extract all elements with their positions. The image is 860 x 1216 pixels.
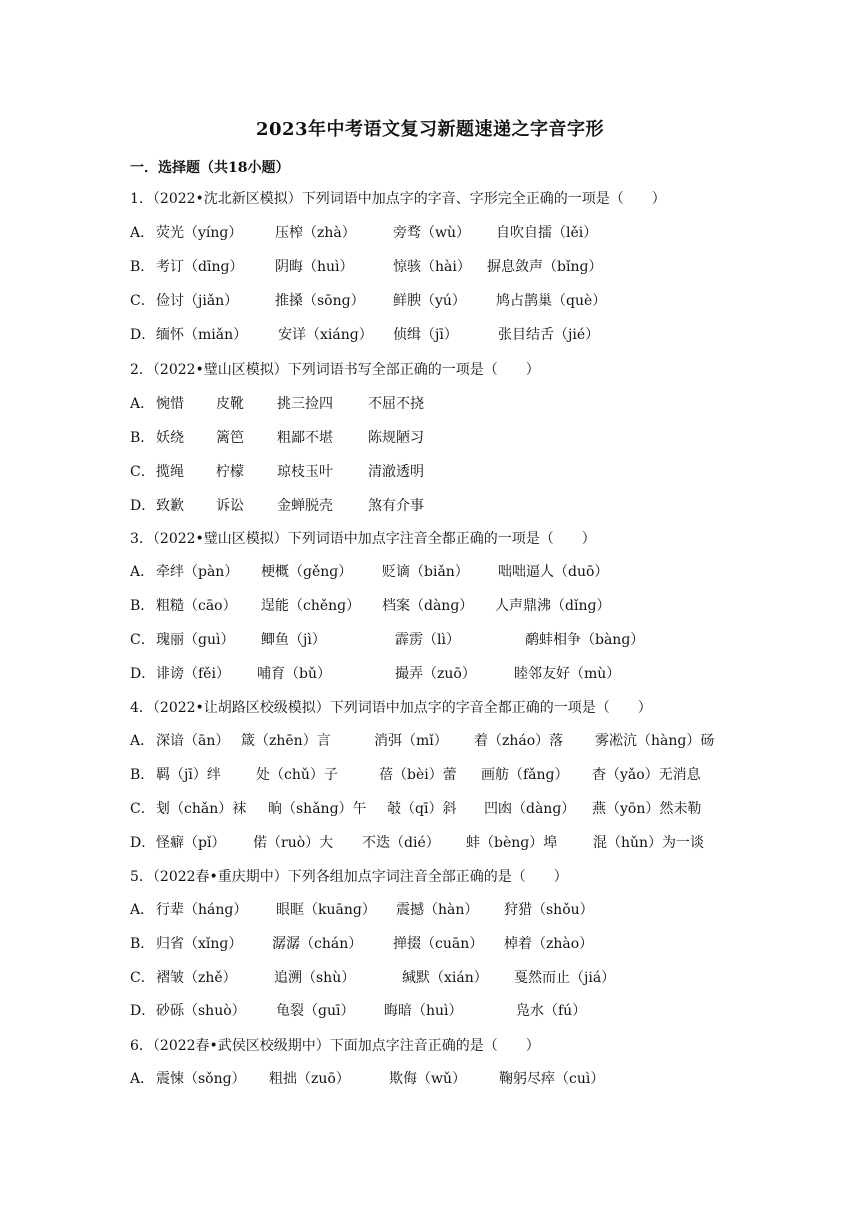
option-letter: C．	[130, 801, 155, 817]
option-letter: C．	[130, 464, 155, 480]
option-word: 诽谤（fěi）	[156, 666, 230, 682]
option-word: 欺侮（wǔ）	[389, 1071, 466, 1087]
option-letter: A．	[130, 225, 155, 241]
option-word: 处（chǔ）子	[256, 767, 338, 783]
option-word: 挑三捡四	[277, 396, 333, 412]
option-word: 撮弄（zuō）	[395, 666, 476, 682]
option-word: 旁骛（wù）	[393, 225, 470, 241]
option-row[interactable]	[130, 324, 730, 344]
option-letter: B．	[130, 430, 155, 446]
option-word: 褶皱（zhě）	[156, 970, 237, 986]
option-word: 考订（dīnɡ）	[156, 259, 244, 275]
option-word: 震撼（hàn）	[396, 902, 479, 918]
option-letter: C．	[130, 632, 155, 648]
option-word: 晌（shǎnɡ）午	[268, 801, 367, 817]
option-word: 逞能（chěnɡ）	[261, 598, 361, 614]
option-row[interactable]	[130, 967, 730, 987]
option-word: 咄咄逼人（duō）	[498, 564, 609, 580]
option-word: 消弭（mǐ）	[374, 733, 448, 749]
question-stem: 4．（2022•让胡路区校级模拟）下列词语中加点字的字音全都正确的一项是（ ）	[130, 700, 652, 716]
question-stem: 1．（2022•沈北新区模拟）下列词语中加点字的字音、字形完全正确的一项是（ ）	[130, 191, 666, 207]
option-letter: C．	[130, 970, 155, 986]
option-letter: D．	[130, 498, 156, 514]
option-word: 画舫（fǎnɡ）	[481, 767, 569, 783]
option-word: 鞠躬尽瘁（cuì）	[499, 1071, 605, 1087]
section-heading: 一．选择题（共18小题）	[130, 160, 290, 176]
option-word: 瑰丽（ɡuì）	[156, 632, 235, 648]
option-word: 龟裂（ɡuī）	[276, 1003, 355, 1019]
option-word: 惊骇（hài）	[393, 259, 471, 275]
option-word: 侦缉（jī）	[393, 327, 458, 343]
option-word: 哺育（bǔ）	[257, 666, 331, 682]
option-word: 鲜腴（yú）	[393, 293, 466, 309]
option-word: 燕（yōn）然未勒	[592, 801, 702, 817]
option-word: 压榨（zhà）	[275, 225, 356, 241]
document-title: 2023年中考语文复习新题速递之字音字形	[255, 119, 605, 140]
option-word: 震悚（sǒnɡ）	[156, 1071, 246, 1087]
option-word: 混（hǔn）为一谈	[593, 835, 705, 851]
option-word: 柠檬	[216, 464, 244, 480]
option-word: 羁（jī）绊	[156, 767, 221, 783]
option-letter: B．	[130, 767, 155, 783]
option-row[interactable]	[130, 798, 730, 818]
option-row[interactable]	[130, 256, 730, 276]
question-stem: 5．（2022春•重庆期中）下列各组加点字词注音全部正确的是（ ）	[130, 869, 568, 885]
option-row[interactable]	[130, 393, 730, 413]
option-row[interactable]	[130, 899, 730, 919]
option-word: 追溯（shù）	[274, 970, 356, 986]
option-word: 潺潺（chán）	[272, 936, 363, 952]
option-word: 自吹自擂（lěi）	[496, 225, 598, 241]
option-word: 档案（dànɡ）	[382, 598, 474, 614]
option-letter: A．	[130, 564, 155, 580]
option-row[interactable]	[130, 730, 730, 750]
option-word: 俭讨（jiǎn）	[156, 293, 239, 309]
option-row[interactable]	[130, 561, 730, 581]
option-word: 不屈不挠	[368, 396, 424, 412]
option-letter: D．	[130, 666, 156, 682]
option-word: 狩猎（shǒu）	[504, 902, 594, 918]
option-word: 霹雳（lì）	[395, 632, 460, 648]
option-word: 戛然而止（jiá）	[514, 970, 616, 986]
option-letter: D．	[130, 327, 156, 343]
option-row[interactable]	[130, 1000, 730, 1020]
option-word: 贬谪（biǎn）	[382, 564, 469, 580]
question-stem: 2．（2022•璧山区模拟）下列词语书写全部正确的一项是（ ）	[130, 362, 540, 378]
option-word: 杳（yǎo）无消息	[592, 767, 701, 783]
option-word: 行辈（hánɡ）	[156, 902, 248, 918]
option-word: 诉讼	[216, 498, 244, 514]
option-word: 蓓（bèi）蕾	[379, 767, 457, 783]
option-row[interactable]	[130, 832, 730, 852]
option-word: 陈规陋习	[368, 430, 424, 446]
option-row[interactable]	[130, 595, 730, 615]
option-letter: A．	[130, 733, 155, 749]
option-word: 琼枝玉叶	[277, 464, 333, 480]
option-word: 缅怀（miǎn）	[156, 327, 248, 343]
option-row[interactable]	[130, 663, 730, 683]
option-word: 清澈透明	[368, 464, 424, 480]
option-word: 眼眶（kuānɡ）	[276, 902, 376, 918]
option-letter: B．	[130, 936, 155, 952]
option-word: 砂砾（shuò）	[156, 1003, 246, 1019]
option-word: 阴晦（huì）	[275, 259, 354, 275]
option-word: 凹凼（dànɡ）	[484, 801, 576, 817]
option-letter: D．	[130, 835, 156, 851]
option-word: 鲫鱼（jì）	[261, 632, 326, 648]
option-word: 粗拙（zuō）	[269, 1071, 350, 1087]
option-word: 深谙（ān）	[156, 733, 230, 749]
option-word: 张目结舌（jié）	[498, 327, 600, 343]
option-word: 妖绕	[156, 430, 184, 446]
option-letter: A．	[130, 902, 155, 918]
option-row[interactable]	[130, 629, 730, 649]
option-word: 人声鼎沸（dǐnɡ）	[495, 598, 611, 614]
option-word: 荧光（yínɡ）	[156, 225, 243, 241]
option-word: 鸠占鹊巢（què）	[496, 293, 607, 309]
option-letter: C．	[130, 293, 155, 309]
option-row[interactable]	[130, 427, 730, 447]
option-row[interactable]	[130, 764, 730, 784]
option-row[interactable]	[130, 222, 730, 242]
option-word: 归省（xǐnɡ）	[156, 936, 243, 952]
question-stem: 6．（2022春•武侯区校级期中）下面加点字注音正确的是（ ）	[130, 1038, 540, 1054]
option-letter: B．	[130, 259, 155, 275]
option-word: 攲（qī）斜	[387, 801, 457, 817]
option-letter: B．	[130, 598, 155, 614]
option-row[interactable]	[130, 461, 730, 481]
option-word: 怪癖（pǐ）	[156, 835, 226, 851]
option-word: 安详（xiánɡ）	[278, 327, 373, 343]
option-letter: D．	[130, 1003, 156, 1019]
question-stem: 3．（2022•璧山区模拟）下列词语中加点字注音全都正确的一项是（ ）	[130, 531, 596, 547]
option-word: 煞有介事	[368, 498, 424, 514]
option-word: 皮靴	[216, 396, 244, 412]
option-word: 惋惜	[156, 396, 184, 412]
option-word: 雾凇沆（hànɡ）砀	[595, 733, 715, 749]
option-letter: A．	[130, 396, 155, 412]
option-word: 刬（chǎn）袜	[156, 801, 247, 817]
option-word: 睦邻友好（mù）	[514, 666, 621, 682]
option-word: 粗糙（cāo）	[156, 598, 237, 614]
option-word: 篱笆	[216, 430, 244, 446]
option-word: 致歉	[156, 498, 184, 514]
option-word: 缄默（xián）	[402, 970, 488, 986]
option-word: 不迭（dié）	[362, 835, 440, 851]
option-word: 箴（zhēn）言	[241, 733, 331, 749]
option-row[interactable]	[130, 933, 730, 953]
option-word: 牵绊（pàn）	[156, 564, 239, 580]
option-word: 鹬蚌相争（bànɡ）	[525, 632, 645, 648]
option-word: 偌（ruò）大	[253, 835, 334, 851]
option-letter: A．	[130, 1071, 155, 1087]
option-word: 掸掇（cuān）	[393, 936, 484, 952]
option-word: 凫水（fú）	[516, 1003, 587, 1019]
option-word: 晦暗（huì）	[384, 1003, 463, 1019]
option-word: 金蝉脱壳	[277, 498, 333, 514]
option-word: 揽绳	[156, 464, 184, 480]
option-row[interactable]	[130, 495, 730, 515]
option-word: 着（zháo）落	[474, 733, 564, 749]
option-word: 摒息敛声（bǐnɡ）	[487, 259, 603, 275]
option-word: 棹着（zhào）	[504, 936, 594, 952]
option-word: 蚌（bènɡ）埠	[466, 835, 558, 851]
option-row[interactable]	[130, 1068, 730, 1088]
option-word: 粗鄙不堪	[277, 430, 333, 446]
option-word: 梗概（ɡěnɡ）	[261, 564, 353, 580]
option-row[interactable]	[130, 290, 730, 310]
option-word: 推搡（sōnɡ）	[275, 293, 365, 309]
